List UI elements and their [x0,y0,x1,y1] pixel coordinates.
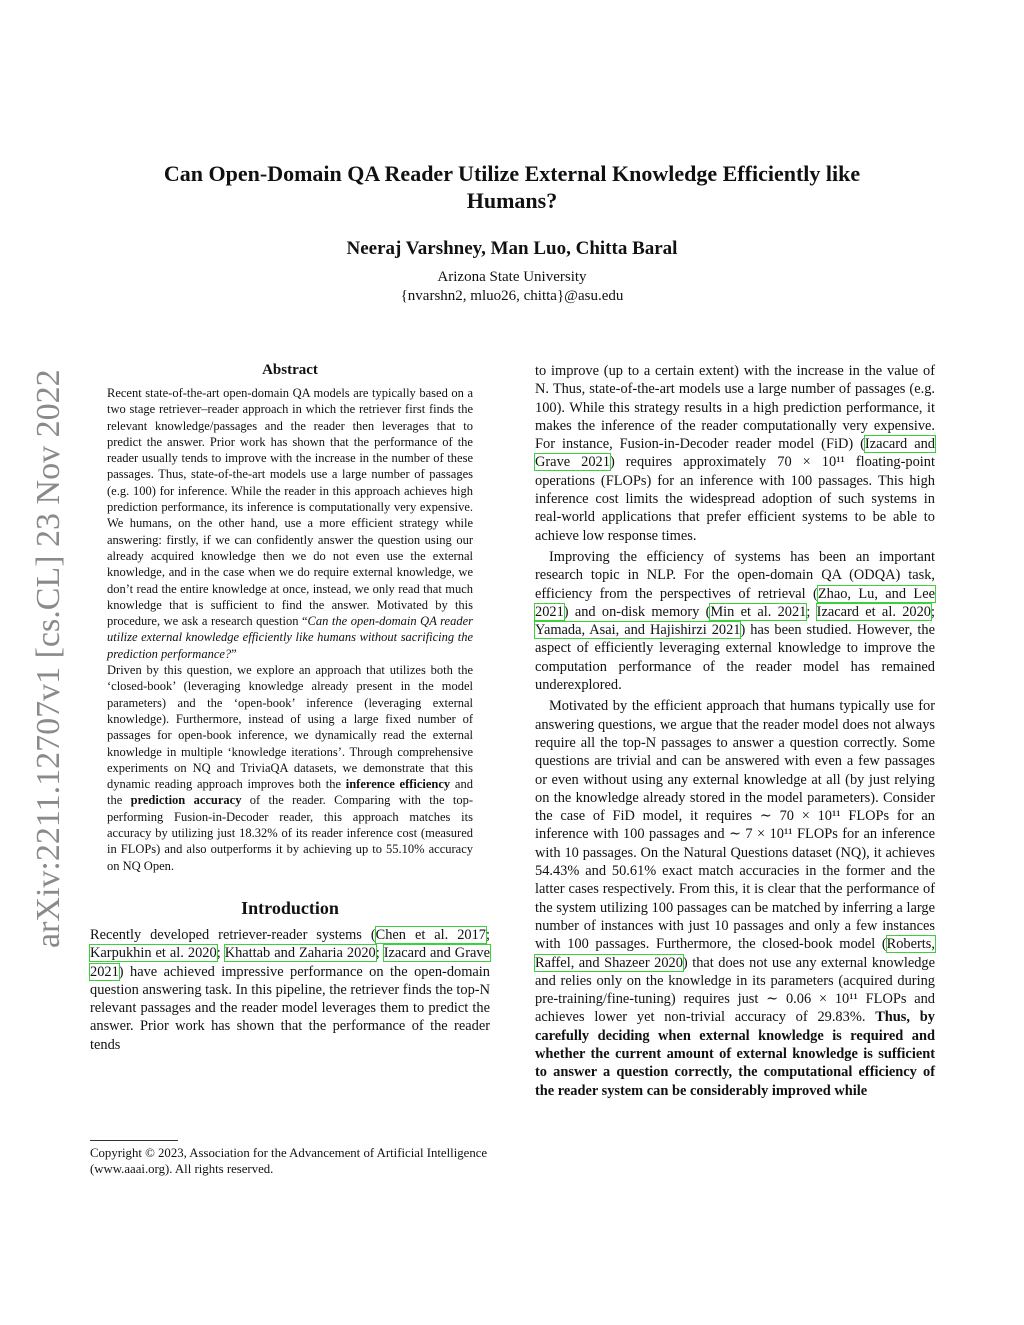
authors: Neeraj Varshney, Man Luo, Chitta Baral [346,238,678,259]
affiliation: Arizona State University [437,269,587,285]
abstract-text: Recent state-of-the-art open-domain QA models are typically based on a two stage retriever–reader approach in which the retriever first finds the relevant knowledge/passages and the reader then leverages that to predict the answer. Prior work has shown that the performance of the reader usually tends to improve with the increase in the number of these passages. Thus, state-of-the-art models use a large number of passages (e.g. 100) for inference. While the reader in this approach achieves high prediction performance, its inference is computationally very expensive. We humans, on the other hand, use a more efficient strategy while answering: firstly, if we can confidently answer the question using our already acquired knowledge then we do not even use the external knowledge, and in the case when we do require external knowledge, we don’t read the entire knowledge at once, instead, we only read that much knowledge that is sufficient to find the answer. Motivated by this procedure, we ask a research question “ [107,386,473,629]
abstract-text: ” [231,646,237,661]
body-text: ) that does not use any external knowledge and relies only on the knowledge in its parameters (acquired during pre-training/fine-tuning) requires just ∼ 0.06 × 10¹¹ FLOPs and achieves lower yet non-trivial accuracy of 29.83%. [535,954,936,1026]
citation-separator: ; [486,926,490,943]
body-text: Improving the efficiency of systems has been an important research topic in NLP. For the open-domain QA (ODQA) task, efficiency from the perspectives of retrieval ( [535,548,935,602]
body-text: to improve (up to a certain extent) with the increase in the value of N. Thus, state-of-the-art models use a large number of passages (e.g. 100). While this strategy results in a high prediction performance, it makes the inference of the reader computationally very expensive. For instance, Fusion-in-Decoder reader model (FiD) ( [535,363,935,453]
left-column [90,362,490,1054]
right-column [535,362,935,1100]
copyright-footnote [90,1140,490,1177]
citation-link[interactable]: Zhao, Lu, and Lee 2021 [535,585,935,620]
citation-link[interactable]: Izacard and Grave 2021 [535,436,935,471]
right-column-body [535,362,935,1100]
right-paragraph-1 [535,362,935,545]
citation-separator: ; [806,603,817,620]
body-text: ) has been studied. However, the aspect of efficiently leveraging external knowledge to improve the computation performance of the reader model has remained underexplored. [535,622,935,694]
citation-link[interactable]: Karpukhin et al. 2020 [90,945,217,962]
abstract-paragraph-2 [107,662,473,874]
body-text: ) and on-disk memory ( [563,603,711,620]
title-line-2: Humans? [466,188,558,213]
email: {nvarshn2, mluo26, chitta}@asu.edu [400,288,624,304]
abstract-text: of the reader. Comparing with the top-performing Fusion-in-Decoder reader, this approach matches its accuracy by utilizing just 18.32% of its reader inference cost (measured in FLOPs) and also outperforms it by achieving up to 55.10% accuracy on NQ Open. [107,793,473,873]
body-text: ) requires approximately 70 × 10¹¹ floating-point operations (FLOPs) for an inference with 100 passages. This high inference cost limits the widespread adoption of such systems in real-world applications that prefer efficient systems to be able to achieve low response times. [535,454,935,544]
footnote-rule [90,1140,178,1141]
intro-text: ) have achieved impressive performance on the open-domain question answering task. In this pipeline, the retriever finds the top-N relevant passages and the reader model leverages them to predict the answer. Prior work has shown that the performance of the reader tends [90,963,490,1053]
abstract-text: and the [107,777,473,808]
introduction-body [90,926,490,1054]
abstract-paragraph-1 [107,385,473,662]
citation-link[interactable]: Khattab and Zaharia 2020 [224,945,376,962]
bold-claim: Thus, by carefully deciding when external knowledge is required and whether the current amount of external knowledge is sufficient to answer a question correctly, the computational efficiency of the reader system can be considerably improved while [535,1009,935,1099]
right-paragraph-2 [535,548,935,694]
citation-link[interactable]: Izacard et al. 2020 [816,603,931,620]
intro-paragraph-1 [90,926,490,1054]
right-paragraph-3 [535,697,935,1100]
body-text: Motivated by the efficient approach that humans typically use for answering questions, we argue that the reader model does not always require all the top-N passages to answer a question correctly. Some questions are trivial and can be answered with even a few passages or even without using any external knowledge at all (by just relying on the knowledge already stored in the model parameters). Consider the case of FiD model, it requires ∼ 70 × 10¹¹ FLOPs for an inference with 100 passages and ∼ 7 × 10¹¹ FLOPs for an inference with 10 passages. On the Natural Questions dataset (NQ), it achieves 54.43% and 50.61% exact match accuracies in the former and the latter cases respectively. From this, it is clear that the performance of the system utilizing 100 passages can be matched by inferring a large number of instances with just 10 passages and only a few instances with 100 passages. Furthermore, the closed-book model ( [535,698,935,953]
abstract-text: Driven by this question, we explore an approach that utilizes both the ‘closed-book’ (leveraging knowledge already present in the model parameters) and the ‘open-book’ inference (leveraging external knowledge). Furthermore, instead of using a large fixed number of passages for open-book inference, we dynamically read the external knowledge in multiple ‘knowledge iterations’. Through comprehensive experiments on NQ and TriviaQA datasets, we demonstrate that this dynamic reading approach improves both the [107,663,473,792]
intro-text: Recently developed retriever-reader systems ( [90,926,376,943]
abstract-body [107,385,473,874]
bold-term: prediction accuracy [130,793,242,808]
research-question: Can the open-domain QA reader utilize external knowledge efficiently like humans without sacrificing the prediction performance? [107,614,473,661]
introduction-heading: Introduction [241,897,339,918]
abstract-heading: Abstract [262,362,318,378]
affiliation-block [100,268,924,306]
citation-link[interactable]: Roberts, Raffel, and Shazeer 2020 [535,936,935,971]
bold-term: inference efficiency [345,777,451,792]
paper-title [100,160,924,214]
citation-link[interactable]: Min et al. 2021 [710,603,807,620]
citation-link[interactable]: Chen et al. 2017 [375,926,486,943]
arxiv-identifier: arXiv:2211.12707v1 [cs.CL] 23 Nov 2022 [30,369,67,948]
arxiv-sidebar [28,348,74,948]
citation-separator: ; [375,945,384,962]
citation-separator: ; [216,945,225,962]
citation-link[interactable]: Yamada, Asai, and Hajishirzi 2021 [535,622,741,639]
citation-separator: ; [930,603,935,620]
copyright-text: Copyright © 2023, Association for the Advancement of Artificial Intelligence (www.aaai.org). All rights reserved. [90,1146,488,1176]
title-line-1: Can Open-Domain QA Reader Utilize External Knowledge Efficiently like [163,161,861,186]
citation-link[interactable]: Izacard and Grave 2021 [90,945,490,980]
